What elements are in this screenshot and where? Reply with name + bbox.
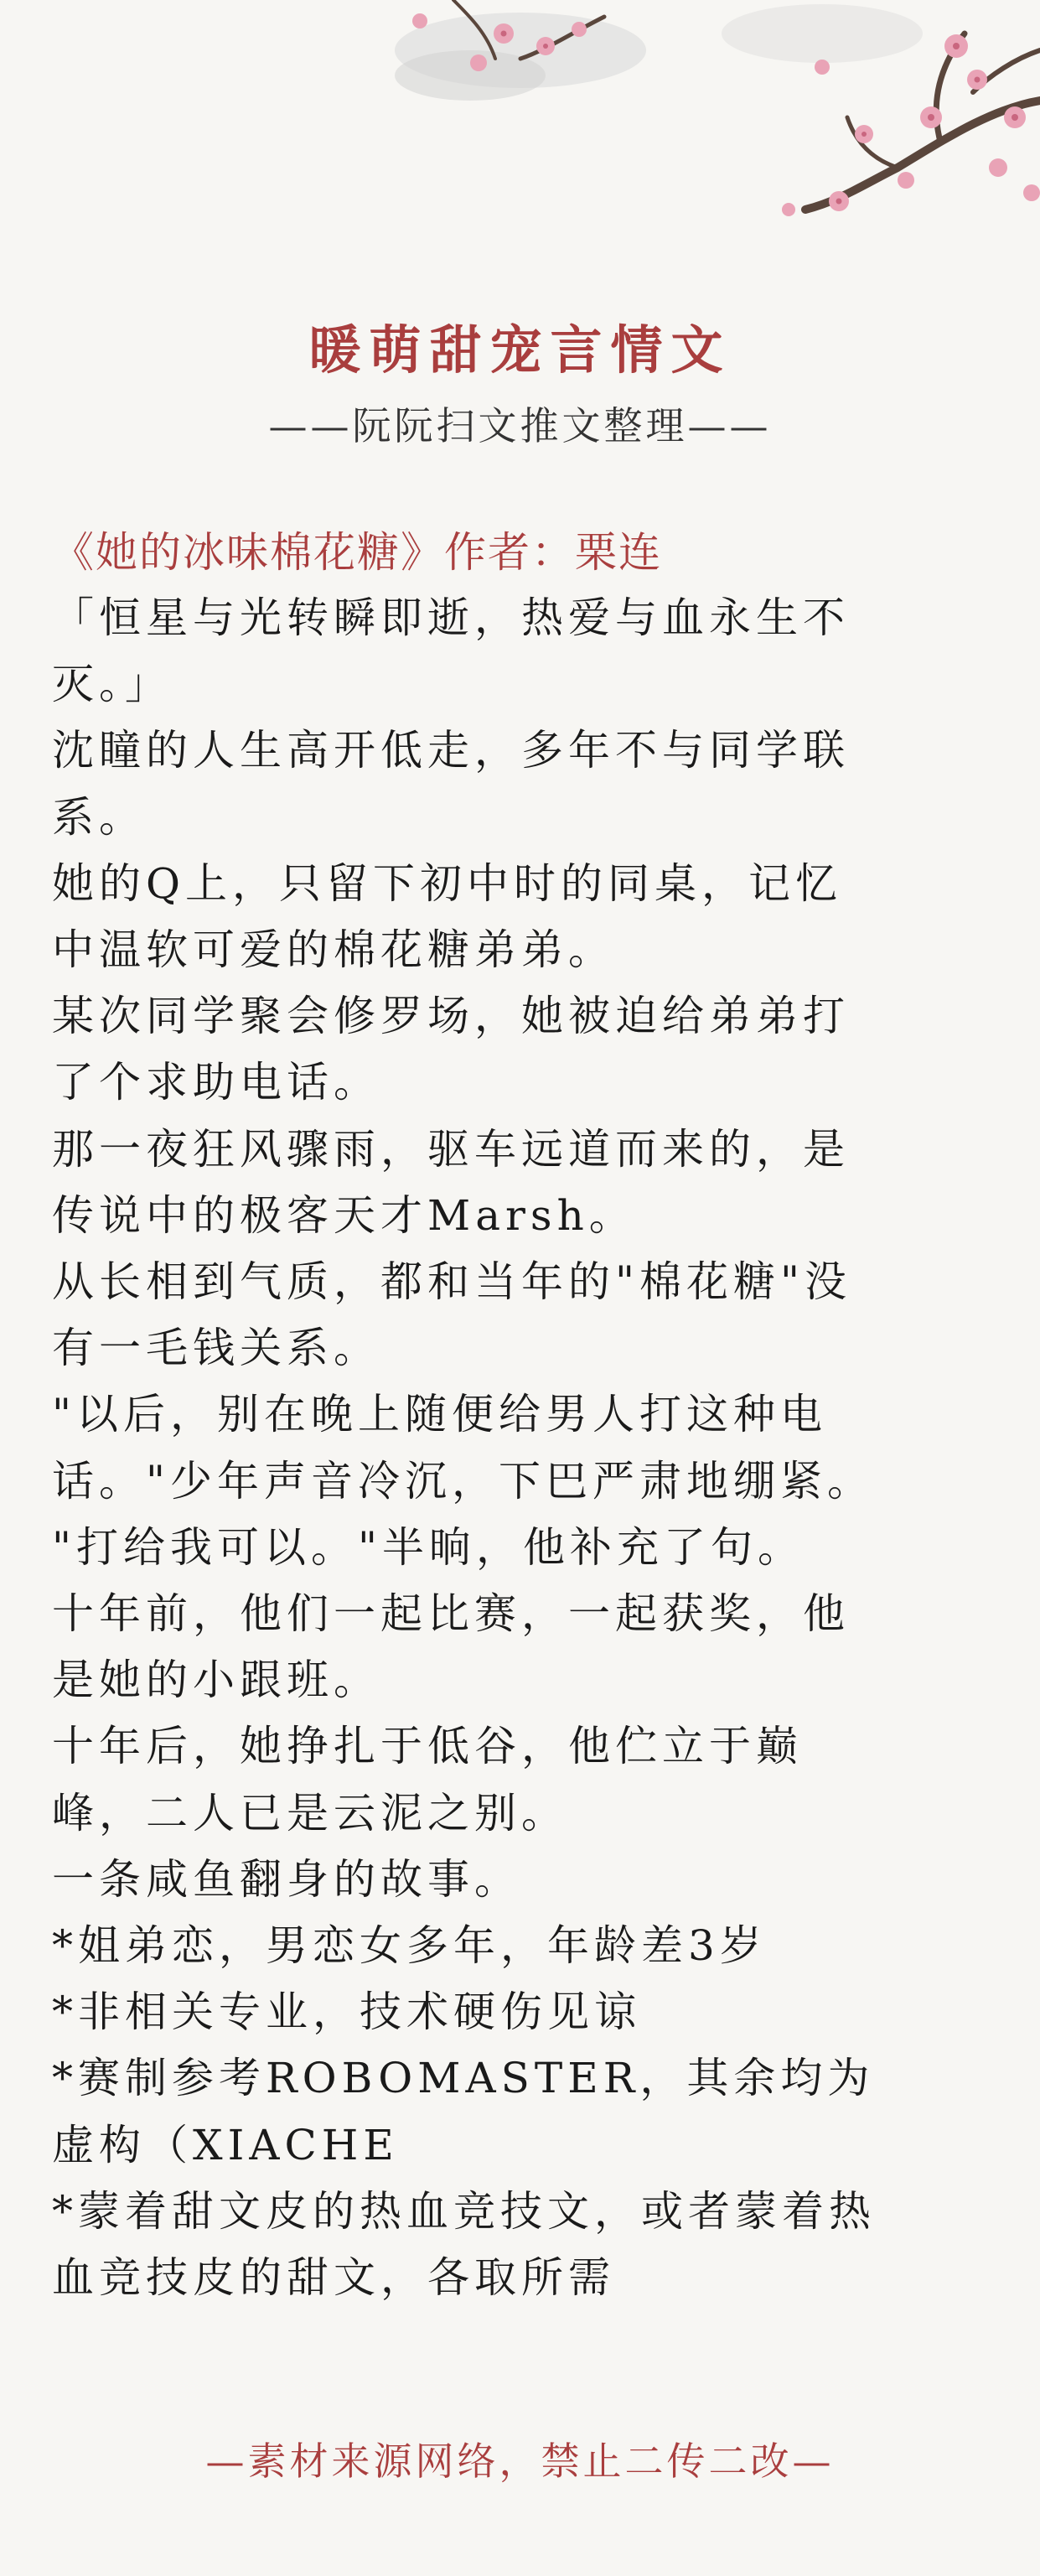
synopsis-line: 一条咸鱼翻身的故事。 — [52, 1854, 521, 1904]
synopsis-line: 那一夜狂风骤雨，驱车远道而来的，是 — [52, 1124, 850, 1174]
synopsis-line: *赛制参考ROBOMASTER，其余均为 — [52, 2054, 875, 2103]
synopsis-line: *非相关专业，技术硬伤见谅 — [52, 1988, 641, 2037]
synopsis-line: 沈瞳的人生高开低走，多年不与同学联 — [52, 726, 850, 775]
synopsis-line: 传说中的极客天才Marsh。 — [52, 1190, 636, 1240]
synopsis-line: 中温软可爱的棉花糖弟弟。 — [52, 925, 615, 975]
synopsis-line: 某次同学聚会修罗场，她被迫给弟弟打 — [52, 992, 850, 1041]
synopsis-line: 了个求助电话。 — [52, 1058, 380, 1107]
synopsis-line: 系。 — [52, 792, 146, 842]
book-title-author: 《她的冰味棉花糖》作者：栗连 — [52, 528, 662, 577]
plum-blossom-branch-icon — [353, 0, 1040, 251]
synopsis-line: 她的Q上，只留下初中时的同桌，记忆 — [52, 858, 842, 908]
synopsis-line: 从长相到气质，都和当年的"棉花糖"没 — [52, 1257, 851, 1307]
synopsis-line: 灭。」 — [52, 660, 172, 709]
page-title: 暖萌甜宠言情文 — [308, 319, 732, 381]
synopsis — [52, 585, 991, 2311]
synopsis-line: 「恒星与光转瞬即逝，热爱与血永生不 — [52, 593, 850, 642]
footer-notice: —素材来源网络，禁止二传二改— — [205, 2439, 835, 2484]
synopsis-line: 有一毛钱关系。 — [52, 1324, 380, 1373]
synopsis-line: *蒙着甜文皮的热血竞技文，或者蒙着热 — [52, 2186, 876, 2236]
synopsis-line: 十年后，她挣扎于低谷，他伫立于巅 — [52, 1722, 803, 1771]
synopsis-line: *姐弟恋，男恋女多年，年龄差3岁 — [52, 1921, 767, 1971]
synopsis-line: 话。"少年声音冷沉，下巴严肃地绷紧。 — [52, 1456, 874, 1506]
synopsis-line: 虚构（XIACHE — [52, 2120, 399, 2169]
synopsis-line: 十年前，他们一起比赛，一起获奖，他 — [52, 1589, 850, 1639]
synopsis-line: "以后，别在晚上随便给男人打这种电 — [52, 1390, 827, 1439]
page-subtitle: ——阮阮扫文推文整理—— — [268, 403, 772, 448]
synopsis-line: 峰，二人已是云泥之别。 — [52, 1788, 568, 1837]
book-entry — [52, 520, 991, 2311]
synopsis-line: "打给我可以。"半晌，他补充了句。 — [52, 1522, 805, 1572]
synopsis-line: 血竞技皮的甜文，各取所需 — [52, 2253, 615, 2303]
synopsis-line: 是她的小跟班。 — [52, 1656, 380, 1705]
